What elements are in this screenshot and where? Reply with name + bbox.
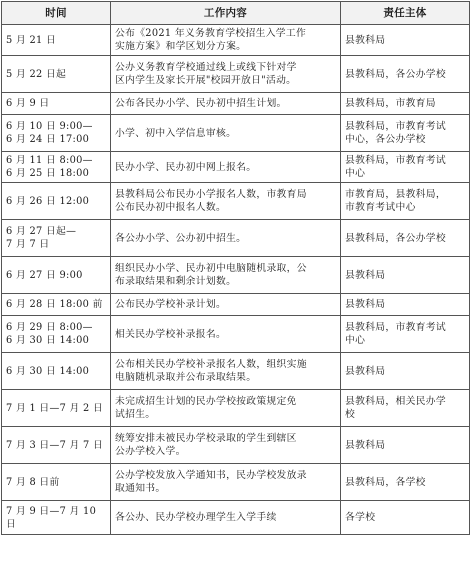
cell-work: 组织民办小学、民办初中电脑随机录取，公 布录取结果和剩余计划数。 <box>111 257 341 294</box>
table-row <box>2 316 470 353</box>
header-responsible: 责任主体 <box>341 2 470 25</box>
cell-work: 公布民办学校补录计划。 <box>111 294 341 316</box>
cell-responsible: 市教育局，县教科局， 市教育考试中心 <box>341 183 470 220</box>
cell-time: 7 月 1 日—7 月 2 日 <box>2 390 111 427</box>
cell-time: 6 月 26 日 12:00 <box>2 183 111 220</box>
cell-responsible: 县教科局，各公办学校 <box>341 220 470 257</box>
cell-responsible: 县教科局 <box>341 294 470 316</box>
table-row <box>2 464 470 501</box>
table-row <box>2 183 470 220</box>
table-row <box>2 427 470 464</box>
cell-responsible: 县教科局 <box>341 353 470 390</box>
cell-time: 6 月 29 日 8:00— 6 月 30 日 14:00 <box>2 316 111 353</box>
table-row <box>2 353 470 390</box>
table-row <box>2 115 470 152</box>
table-row <box>2 93 470 115</box>
table-row <box>2 152 470 183</box>
cell-responsible: 县教科局 <box>341 427 470 464</box>
table-row <box>2 257 470 294</box>
cell-time: 6 月 27 日 9:00 <box>2 257 111 294</box>
cell-responsible: 各学校 <box>341 501 470 535</box>
table-row <box>2 220 470 257</box>
cell-work: 公办义务教育学校通过线上或线下针对学 区内学生及家长开展"校园开放日"活动。 <box>111 56 341 93</box>
cell-time: 6 月 30 日 14:00 <box>2 353 111 390</box>
cell-work: 统筹安排未被民办学校录取的学生到辖区 公办学校入学。 <box>111 427 341 464</box>
cell-work: 各公办小学、公办初中招生。 <box>111 220 341 257</box>
table-row <box>2 390 470 427</box>
cell-responsible: 县教科局，相关民办学 校 <box>341 390 470 427</box>
cell-work: 公办学校发放入学通知书，民办学校发放录 取通知书。 <box>111 464 341 501</box>
cell-time: 6 月 9 日 <box>2 93 111 115</box>
table-body <box>2 25 470 535</box>
cell-time: 6 月 11 日 8:00— 6 月 25 日 18:00 <box>2 152 111 183</box>
cell-work: 县教科局公布民办小学报名人数，市教育局 公布民办初中报名人数。 <box>111 183 341 220</box>
cell-work: 公布《2021 年义务教育学校招生入学工作 实施方案》和学区划分方案。 <box>111 25 341 56</box>
table-row <box>2 25 470 56</box>
cell-responsible: 县教科局，市教育考试 中心 <box>341 316 470 353</box>
table-header-row <box>2 2 470 25</box>
cell-work: 未完成招生计划的民办学校按政策规定免 试招生。 <box>111 390 341 427</box>
cell-responsible: 县教科局，市教育考试 中心 <box>341 152 470 183</box>
cell-time: 5 月 21 日 <box>2 25 111 56</box>
cell-responsible: 县教科局，市教育考试 中心，各公办学校 <box>341 115 470 152</box>
cell-time: 6 月 10 日 9:00— 6 月 24 日 17:00 <box>2 115 111 152</box>
cell-time: 7 月 3 日—7 月 7 日 <box>2 427 111 464</box>
cell-work: 公布各民办小学、民办初中招生计划。 <box>111 93 341 115</box>
cell-responsible: 县教科局，各学校 <box>341 464 470 501</box>
schedule-table <box>1 1 470 535</box>
header-time: 时间 <box>2 2 111 25</box>
cell-responsible: 县教科局 <box>341 257 470 294</box>
cell-work: 各公办、民办学校办理学生入学手续 <box>111 501 341 535</box>
cell-time: 7 月 8 日前 <box>2 464 111 501</box>
cell-responsible: 县教科局，各公办学校 <box>341 56 470 93</box>
cell-time: 6 月 27 日起— 7 月 7 日 <box>2 220 111 257</box>
cell-work: 公布相关民办学校补录报名人数，组织实施 电脑随机录取并公布录取结果。 <box>111 353 341 390</box>
table-row <box>2 294 470 316</box>
header-work: 工作内容 <box>111 2 341 25</box>
cell-work: 民办小学、民办初中网上报名。 <box>111 152 341 183</box>
cell-responsible: 县教科局 <box>341 25 470 56</box>
table-row <box>2 56 470 93</box>
cell-time: 7 月 9 日—7 月 10 日 <box>2 501 111 535</box>
table-row <box>2 501 470 535</box>
cell-responsible: 县教科局，市教育局 <box>341 93 470 115</box>
cell-time: 5 月 22 日起 <box>2 56 111 93</box>
cell-work: 小学、初中入学信息审核。 <box>111 115 341 152</box>
cell-work: 相关民办学校补录报名。 <box>111 316 341 353</box>
cell-time: 6 月 28 日 18:00 前 <box>2 294 111 316</box>
